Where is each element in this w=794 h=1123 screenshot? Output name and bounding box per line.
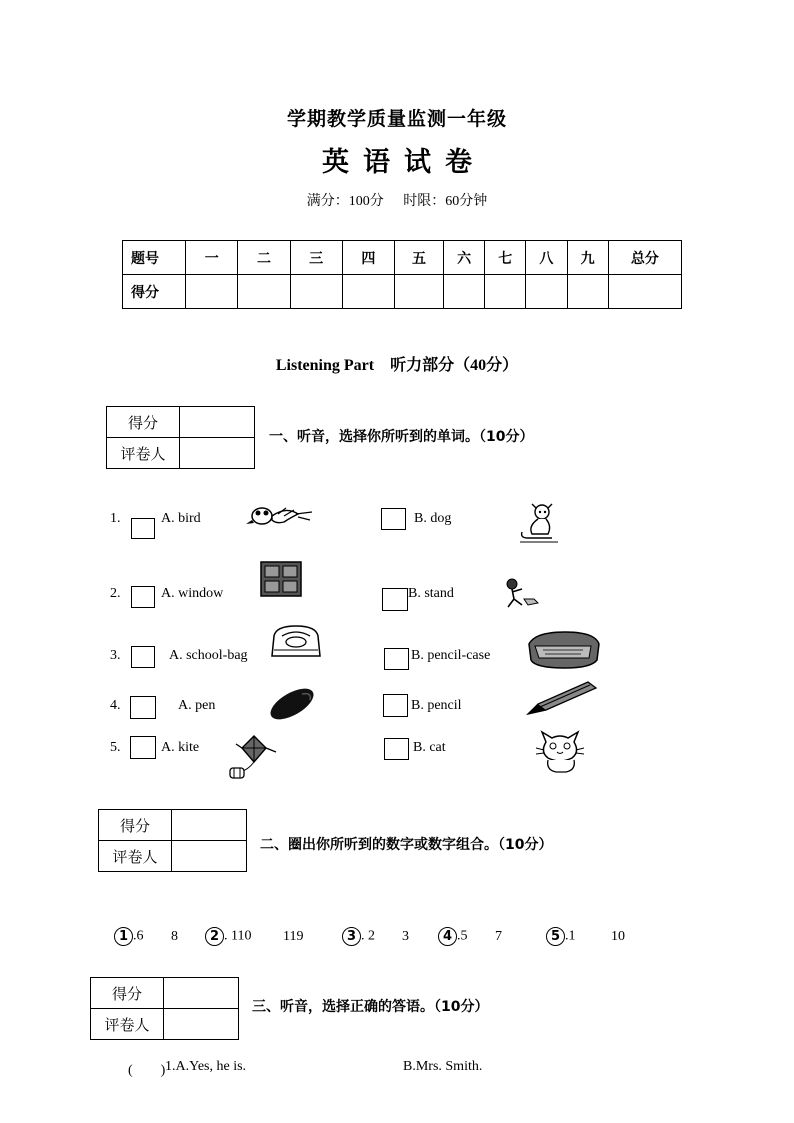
answer-box-2a[interactable] [131, 586, 155, 608]
pencil-case-icon [525, 630, 603, 670]
section-1-title: 一、听音，选择你所听到的单词。（10分） [269, 429, 534, 445]
grader-score-label: 得分 [107, 407, 180, 438]
score-table [122, 240, 682, 309]
answer-box-1a[interactable] [131, 518, 155, 539]
item-number: 4. [110, 698, 121, 713]
exam-subtitle: 学期教学质量监测一年级 [286, 109, 507, 130]
score-col-header: 五 [394, 241, 443, 275]
circled-number: 4 [438, 927, 457, 946]
number-option[interactable]: .1 [565, 928, 576, 944]
score-col-header: 七 [485, 241, 526, 275]
answer-box-4a[interactable] [130, 696, 156, 719]
number-group [546, 927, 576, 946]
score-cell[interactable] [526, 275, 567, 309]
score-cell[interactable] [394, 275, 443, 309]
number-group [342, 927, 375, 946]
grader-score-label: 得分 [91, 978, 164, 1009]
score-cell[interactable] [444, 275, 485, 309]
section-2-title: 二、圈出你所听到的数字或数字组合。（10分） [260, 837, 553, 853]
circled-number: 5 [546, 927, 565, 946]
item-number: 5. [110, 740, 121, 755]
section-3-title: 三、听音，选择正确的答语。（10分） [252, 999, 489, 1015]
listening-part-title: Listening Part 听力部分（40分） [275, 357, 519, 374]
answer-box-3a[interactable] [131, 646, 155, 668]
score-cell[interactable] [186, 275, 238, 309]
pen-icon [266, 684, 318, 724]
answer-box-2b[interactable] [382, 588, 408, 611]
option-a-label: A. kite [161, 740, 200, 755]
score-col-header: 三 [290, 241, 342, 275]
score-cell[interactable] [485, 275, 526, 309]
score-col-header: 总分 [608, 241, 681, 275]
option-b-label: B. dog [414, 511, 452, 526]
window-icon [260, 561, 302, 597]
circled-number: 2 [205, 927, 224, 946]
grader-name-label: 评卷人 [99, 841, 172, 872]
grader-name-label: 评卷人 [91, 1009, 164, 1040]
score-col-header: 题号 [123, 241, 186, 275]
number-option[interactable]: . 110 [224, 928, 252, 944]
grader-name-label: 评卷人 [107, 438, 180, 469]
score-cell[interactable] [290, 275, 342, 309]
answer-box-3b[interactable] [384, 648, 409, 670]
option-b-label: B. stand [408, 586, 454, 601]
score-col-header: 四 [342, 241, 394, 275]
score-col-header: 八 [526, 241, 567, 275]
option-b-label: B. pencil-case [411, 648, 491, 663]
answer-box-5a[interactable] [130, 736, 156, 759]
grader-name-cell[interactable] [180, 438, 255, 469]
answer-paren[interactable]: ( ) [128, 1063, 166, 1078]
score-col-header: 六 [444, 241, 485, 275]
item-number: 3. [110, 648, 121, 663]
school-bag-icon [268, 622, 324, 660]
option-a-label: A. school-bag [169, 648, 248, 663]
number-option[interactable]: 119 [283, 929, 304, 944]
number-group [438, 927, 468, 946]
grader-box-2 [98, 809, 247, 872]
number-option[interactable]: .6 [133, 928, 144, 944]
question-1-option-a: 1.A.Yes, he is. [165, 1059, 247, 1074]
item-number: 1. [110, 511, 121, 526]
number-group [205, 927, 251, 946]
score-cell[interactable] [567, 275, 608, 309]
bird-icon [246, 500, 316, 534]
option-b-label: B. pencil [411, 698, 462, 713]
grader-name-cell[interactable] [164, 1009, 239, 1040]
option-a-label: A. pen [178, 698, 216, 713]
score-cell[interactable] [342, 275, 394, 309]
answer-box-5b[interactable] [384, 738, 409, 760]
circled-number: 1 [114, 927, 133, 946]
score-cell[interactable] [608, 275, 681, 309]
option-a-label: A. window [161, 586, 224, 601]
grader-name-cell[interactable] [172, 841, 247, 872]
answer-box-1b[interactable] [381, 508, 406, 530]
score-col-header: 九 [567, 241, 608, 275]
exam-title: 英语试卷 [322, 147, 486, 177]
number-option[interactable]: .5 [457, 928, 468, 944]
score-table-header [123, 241, 682, 275]
grader-score-cell[interactable] [164, 978, 239, 1009]
grader-score-cell[interactable] [172, 810, 247, 841]
number-option[interactable]: . 2 [361, 928, 375, 944]
number-option[interactable]: 7 [495, 929, 502, 944]
score-col-header: 一 [186, 241, 238, 275]
number-groups [0, 927, 794, 949]
circled-number: 3 [342, 927, 361, 946]
score-row-label: 得分 [123, 275, 186, 309]
cat-icon [534, 726, 586, 776]
question-1-option-b: B.Mrs. Smith. [403, 1059, 483, 1074]
stand-icon [500, 577, 542, 609]
grader-box-1 [106, 406, 255, 469]
item-number: 2. [110, 586, 121, 601]
option-b-label: B. cat [413, 740, 446, 755]
dog-icon [518, 502, 560, 544]
time-limit: 时限：60分钟 [403, 194, 488, 209]
number-group [114, 927, 144, 946]
exam-meta [0, 190, 794, 210]
number-option[interactable]: 8 [171, 929, 178, 944]
number-option[interactable]: 10 [611, 929, 625, 944]
score-cell[interactable] [238, 275, 290, 309]
grader-score-cell[interactable] [180, 407, 255, 438]
grader-box-3 [90, 977, 239, 1040]
kite-icon [226, 734, 278, 782]
option-a-label: A. bird [161, 511, 201, 526]
number-option[interactable]: 3 [402, 929, 409, 944]
answer-box-4b[interactable] [383, 694, 408, 717]
score-table-row [123, 275, 682, 309]
full-score: 满分：100分 [306, 194, 384, 209]
score-col-header: 二 [238, 241, 290, 275]
grader-score-label: 得分 [99, 810, 172, 841]
pencil-icon [526, 680, 600, 716]
